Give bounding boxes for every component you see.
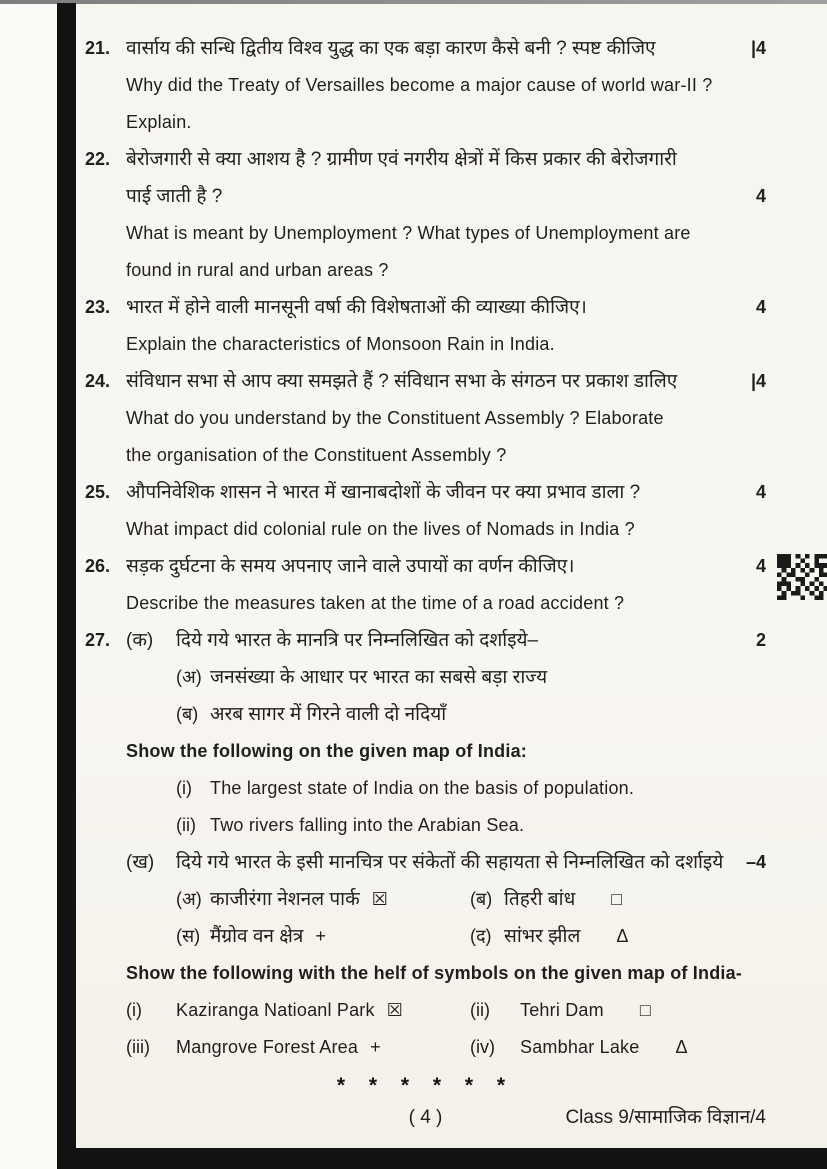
q25-english-text: What impact did colonial rule on the lives of Nomads in India ? bbox=[126, 519, 635, 539]
q27b-hindi-item-3 bbox=[176, 918, 470, 955]
q27a-english-heading-text: Show the following on the given map of India: bbox=[126, 741, 527, 761]
q25-hindi-text: औपनिवेशिक शासन ने भारत में खानाबदोशों के जीवन पर क्या प्रभाव डाला ? bbox=[126, 482, 641, 503]
q23-hindi-text: भारत में होने वाली मानसूनी वर्षा की विशेषताओं की व्याख्या कीजिए। bbox=[126, 297, 587, 318]
q27a-english-item-2 bbox=[85, 807, 766, 844]
q21-english-text-1: Why did the Treaty of Versailles become a major cause of world war-II ? bbox=[126, 75, 713, 95]
q21-english-text-2: Explain. bbox=[126, 112, 192, 132]
q27b-hindi-item-1-text: काजीरंगा नेशनल पार्क bbox=[210, 889, 360, 910]
q27b-hindi-item-4 bbox=[470, 918, 766, 955]
q27b-english-item-4-label: (iv) bbox=[470, 1037, 495, 1057]
q27b-english-item-1-label: (i) bbox=[126, 1000, 142, 1020]
q27b-english-heading-text: Show the following with the helf of symbols on the given map of India- bbox=[126, 963, 742, 983]
q27b-english-symbol-row-1 bbox=[85, 992, 766, 1029]
q21-english-line-1 bbox=[85, 67, 766, 104]
q25-english-line bbox=[85, 511, 766, 548]
box-x-symbol: ☒ bbox=[371, 889, 388, 909]
q27a-english-item-1 bbox=[85, 770, 766, 807]
qr-code bbox=[777, 554, 827, 600]
q26-english-line bbox=[85, 585, 766, 622]
q27a-english-item-2-label: (ii) bbox=[176, 815, 196, 835]
end-separator: * * * * * * bbox=[336, 1074, 515, 1097]
q22-english-line-2 bbox=[85, 252, 766, 289]
q22-number: 22. bbox=[85, 149, 111, 169]
q27b-english-item-4 bbox=[470, 1029, 766, 1066]
q27a-hindi-text: दिये गये भारत के मानत्रि पर निम्नलिखित को दर्शाइये– bbox=[176, 630, 539, 651]
q26-hindi-line bbox=[85, 548, 766, 585]
q24-english-text-1: What do you understand by the Constituent Assembly ? Elaborate bbox=[126, 408, 664, 428]
q26-english-text: Describe the measures taken at the time of a road accident ? bbox=[126, 593, 625, 613]
q26-number: 26. bbox=[85, 556, 111, 576]
q25-number: 25. bbox=[85, 482, 111, 502]
q23-english-line bbox=[85, 326, 766, 363]
triangle-symbol: Δ bbox=[616, 926, 629, 946]
plus-symbol: + bbox=[315, 926, 326, 946]
q27b-hindi-item-2-label: (ब) bbox=[470, 889, 493, 909]
question-paper-content bbox=[85, 30, 766, 1134]
q24-hindi-line bbox=[85, 363, 766, 400]
q27a-english-item-1-text: The largest state of India on the basis of population. bbox=[210, 778, 635, 798]
q27a-hindi-item-2 bbox=[85, 696, 766, 733]
q27b-hindi-item-4-text: सांभर झील bbox=[504, 926, 581, 947]
q24-english-text-2: the organisation of the Constituent Assembly ? bbox=[126, 445, 507, 465]
q21-hindi-line bbox=[85, 30, 766, 67]
scan-top-edge bbox=[0, 0, 827, 4]
q27a-hindi-item-2-label: (ब) bbox=[176, 704, 199, 724]
q22-english-text-2: found in rural and urban areas ? bbox=[126, 260, 389, 280]
q24-hindi-text: संविधान सभा से आप क्या समझते हैं ? संविधान सभा के संगठन पर प्रकाश डालिए bbox=[126, 371, 678, 392]
q22-english-line-1 bbox=[85, 215, 766, 252]
q27b-english-item-3 bbox=[126, 1029, 470, 1066]
q27a-hindi-item-2-text: अरब सागर में गिरने वाली दो नदियाँ bbox=[210, 704, 447, 725]
q23-marks: 4 bbox=[755, 297, 766, 317]
q22-hindi-line-2 bbox=[85, 178, 766, 215]
page-footer bbox=[85, 1102, 766, 1134]
q27a-hindi-item-1 bbox=[85, 659, 766, 696]
scan-left-margin bbox=[0, 4, 57, 1169]
q21-english-line-2 bbox=[85, 104, 766, 141]
binding-bar-left bbox=[57, 3, 76, 1169]
q27b-hindi-symbol-row-1 bbox=[85, 881, 766, 918]
q27b-english-item-2-label: (ii) bbox=[470, 1000, 490, 1020]
footer-class-label: Class 9/सामाजिक विज्ञान/4 bbox=[565, 1107, 766, 1128]
q27b-hindi-text: दिये गये भारत के इसी मानचित्र पर संकेतों की सहायता से निम्नलिखित को दर्शाइये bbox=[176, 852, 724, 873]
q22-hindi-text-1: बेरोजगारी से क्या आशय है ? ग्रामीण एवं नगरीय क्षेत्रों में किस प्रकार की बेरोजगारी bbox=[126, 149, 677, 170]
q27b-hindi-item-4-label: (द) bbox=[470, 926, 492, 946]
q24-marks: |4 bbox=[750, 371, 766, 391]
q27a-hindi-item-1-text: जनसंख्या के आधार पर भारत का सबसे बड़ा राज्य bbox=[210, 667, 548, 688]
q27b-english-item-3-label: (iii) bbox=[126, 1037, 150, 1057]
plus-symbol: + bbox=[370, 1037, 381, 1057]
q27a-hindi-item-1-label: (अ) bbox=[176, 667, 202, 687]
q27b-hindi-item-1 bbox=[176, 881, 470, 918]
q26-hindi-text: सड़क दुर्घटना के समय अपनाए जाने वाले उपायों का वर्णन कीजिए। bbox=[126, 556, 575, 577]
q27a-label: (क) bbox=[126, 630, 154, 651]
q27a-hindi-line bbox=[85, 622, 766, 659]
q25-marks: 4 bbox=[755, 482, 766, 502]
binding-bar-bottom bbox=[57, 1148, 827, 1169]
q27b-marks: –4 bbox=[745, 852, 766, 872]
page-number: ( 4 ) bbox=[408, 1107, 443, 1128]
q21-marks: |4 bbox=[750, 38, 766, 58]
q27a-english-heading bbox=[85, 733, 766, 770]
q26-marks: 4 bbox=[755, 556, 766, 576]
q24-number: 24. bbox=[85, 371, 111, 391]
q25-hindi-line bbox=[85, 474, 766, 511]
q27b-english-item-4-text: Sambhar Lake bbox=[520, 1037, 640, 1057]
q27a-english-item-2-text: Two rivers falling into the Arabian Sea. bbox=[210, 815, 525, 835]
q27b-hindi-item-3-text: मैंग्रोव वन क्षेत्र bbox=[210, 926, 304, 947]
q23-english-text: Explain the characteristics of Monsoon Rain in India. bbox=[126, 334, 555, 354]
q27b-hindi-symbol-row-2 bbox=[85, 918, 766, 955]
q21-number: 21. bbox=[85, 38, 111, 58]
q27b-english-item-1 bbox=[126, 992, 470, 1029]
q27a-marks: 2 bbox=[755, 630, 766, 650]
q21-hindi-text: वार्साय की सन्धि द्वितीय विश्व युद्ध का एक बड़ा कारण कैसे बनी ? स्पष्ट कीजिए bbox=[126, 38, 656, 59]
q27-number: 27. bbox=[85, 630, 111, 650]
q24-english-line-1 bbox=[85, 400, 766, 437]
q22-english-text-1: What is meant by Unemployment ? What types of Unemployment are bbox=[126, 223, 691, 243]
q27a-english-item-1-label: (i) bbox=[176, 778, 192, 798]
q27b-english-item-2 bbox=[470, 992, 766, 1029]
q27b-label: (ख) bbox=[126, 852, 155, 873]
q22-marks: 4 bbox=[755, 186, 766, 206]
q27b-hindi-line bbox=[85, 844, 766, 881]
q27b-english-item-3-text: Mangrove Forest Area bbox=[176, 1037, 359, 1057]
q22-hindi-text-2: पाई जाती है ? bbox=[126, 186, 223, 207]
q27b-english-symbol-row-2 bbox=[85, 1029, 766, 1066]
square-symbol: □ bbox=[639, 1000, 651, 1020]
q27b-hindi-item-2 bbox=[470, 881, 766, 918]
q27b-english-item-2-text: Tehri Dam bbox=[520, 1000, 604, 1020]
square-symbol: □ bbox=[611, 889, 623, 909]
q22-hindi-line-1 bbox=[85, 141, 766, 178]
q27b-english-heading bbox=[85, 955, 766, 992]
q27b-english-item-1-text: Kaziranga Natioanl Park bbox=[176, 1000, 375, 1020]
q23-number: 23. bbox=[85, 297, 111, 317]
q24-english-line-2 bbox=[85, 437, 766, 474]
q27b-hindi-item-2-text: तिहरी बांध bbox=[504, 889, 576, 910]
q27b-hindi-item-1-label: (अ) bbox=[176, 889, 202, 909]
q23-hindi-line bbox=[85, 289, 766, 326]
triangle-symbol: Δ bbox=[675, 1037, 688, 1057]
q27b-hindi-item-3-label: (स) bbox=[176, 926, 201, 946]
box-x-symbol: ☒ bbox=[386, 1000, 403, 1020]
